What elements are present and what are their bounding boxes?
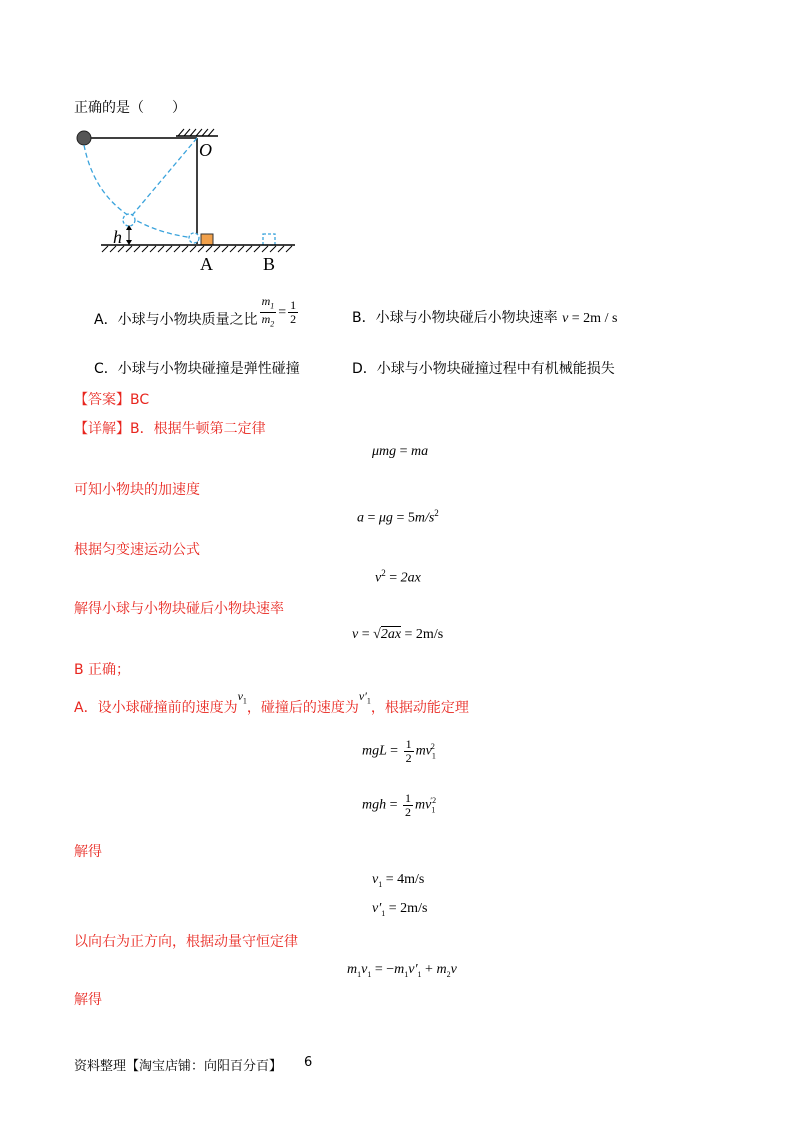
option-d: D．小球与小物块碰撞过程中有机械能损失 [352,361,615,377]
solve-2: 解得 [74,992,102,1008]
answer-line: 【答案】BC [74,392,150,408]
eq-v1: $v_1 = 4m/s$ [372,872,425,889]
pendulum-figure [70,126,310,274]
option-c: C．小球与小物块碰撞是弹性碰撞 [94,361,300,377]
momentum-text: 以向右为正方向，根据动量守恒定律 [74,934,298,950]
eq-speed: v = √2ax = 2m/s [352,627,444,642]
eq-newton: μmg = ma [372,444,429,459]
option-b: B．小球与小物块碰后小物块速率 v = 2m / s [352,310,618,326]
label-B: B [263,254,276,274]
option-a-math: $\frac{m_1}{m_2}$ = $\frac{1}{2}$ [261,294,297,329]
label-O: O [199,140,212,160]
text-solve-v: 解得小球与小物块碰后小物块速率 [74,601,284,617]
option-b-math: v = 2m / s [562,311,618,326]
eq-kinematic: $v^2 = 2ax$ [375,568,421,586]
option-a: A．小球与小物块质量之比 $\frac{m_1}{m_2}$ = $\frac{1}{2}$ [94,309,300,331]
label-A: A [200,254,213,274]
eq-momentum: $m_1v_1 = -m_1v'_1 + m_2v$ [347,962,457,979]
eq-energy-h: mgh = $\frac{1}{2}$ $mv_1^{'2}$ [362,791,437,819]
eq-v1-prime: $v'_1 = 2m/s$ [372,901,428,918]
text-accel: 可知小物块的加速度 [74,482,200,498]
footer-text: 资料整理【淘宝店铺：向阳百分百】 [74,1059,283,1074]
text-formula: 根据匀变速运动公式 [74,542,200,558]
label-h: h [113,227,122,247]
a-analysis: A．设小球碰撞前的速度为$v_1$，碰撞后的速度为$v'_1$，根据动能定理 [74,689,469,716]
solve-1: 解得 [74,844,102,860]
eq-energy-L: mgL = $\frac{1}{2}$ $mv_1^2$ [362,737,436,765]
detail-intro: 【详解】B．根据牛顿第二定律 [74,421,266,437]
eq-accel: $a = \mu g = 5m/s^2$ [357,508,439,526]
b-correct: B 正确； [74,662,131,678]
question-tail: 正确的是（ ） [74,100,186,116]
page-number: 6 [304,1055,313,1070]
